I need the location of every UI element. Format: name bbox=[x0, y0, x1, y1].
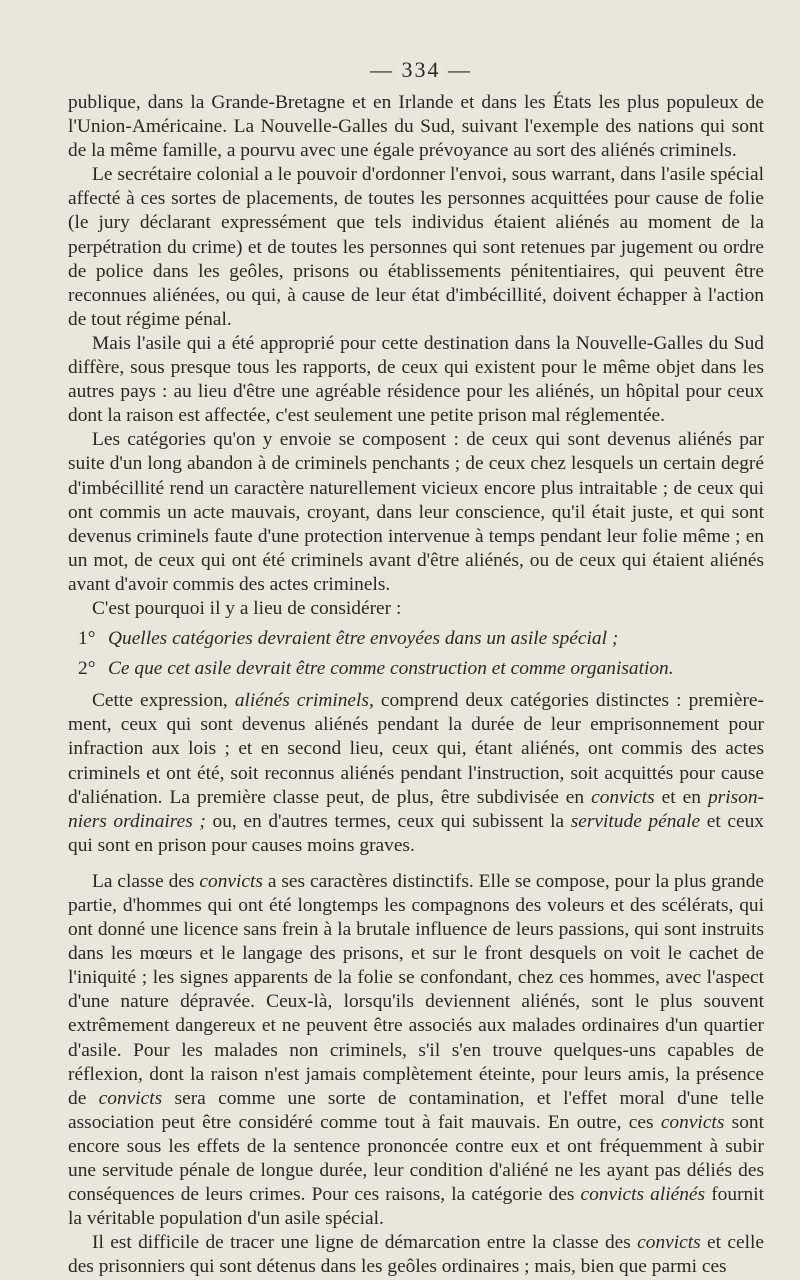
italic-text: servitude pénale bbox=[570, 810, 701, 832]
text-body bbox=[68, 91, 764, 621]
question-list bbox=[68, 627, 764, 681]
italic-text: convicts bbox=[98, 1087, 163, 1109]
paragraph bbox=[68, 597, 764, 621]
text-segment: et celle des prisonniers qui sont détenus dans les geôles ordinaires ; mais, bien que parmi ces bbox=[68, 1232, 764, 1278]
text-segment: Il est difficile de tracer une ligne de démarcation entre la classe des bbox=[92, 1232, 638, 1254]
text-segment: a ses caractères distinctifs. Elle se compose, pour la plus grande partie, d'hommes qui ont été longtemps les compagnons des voleurs et des scélérats, qui ont donné une licence sans frein à la brutale influence de leurs passions, qui sont instruits dans les mœurs et le langage des prisons, et sur le front desquels on voit le cachet de l'iniquité ; les signes apparents de la folie se confondant, chez ces hommes, avec l'aspect d'une nature dépravée. Ceux-là, lorsqu'ils deviennent aliénés, sont le plus souvent extrêmement dangereux et ne peuvent être associés aux malades ordinaires d'un quartier d'asile. Pour les malades non criminels, s'il s'en trouve quelques-uns capables de réflexion, dont la raison n'est jamais complètement éteinte, pour leurs amis, la présence de bbox=[68, 870, 764, 1109]
italic-text: convicts bbox=[199, 870, 263, 892]
text-segment: sont encore sous les effets de la sentence prononcée contre eux et ont fréquemment à subir une servitude pénale de longue durée, leur condition d'aliéné ne les ayant pas déliés des conséquences de leurs crimes. Pour ces raisons, la catégorie des bbox=[68, 1111, 764, 1206]
italic-text: aliénés criminels, bbox=[234, 690, 374, 712]
text-segment: La classe des bbox=[92, 870, 200, 892]
question-item bbox=[78, 657, 764, 681]
italic-text: convicts bbox=[591, 786, 655, 808]
italic-text: prisonniers ordinaires ; bbox=[68, 786, 764, 832]
paragraph bbox=[68, 91, 764, 163]
italic-text: convicts bbox=[637, 1232, 701, 1254]
page-number: — 334 — bbox=[370, 57, 472, 82]
text-segment: comprend deux catégories distinctes : premièrement, ceux qui sont devenus aliénés pendant la durée de leur emprisonnement pour infraction aux lois ; et en second lieu, ceux qui, étant aliénés, ont commis des actes criminels et ont été, soit reconnus aliénés pendant l'instruction, soit acquittés pour cause d'aliénation. La première classe peut, de plus, être subdivisée en bbox=[68, 690, 764, 808]
text-body-continued bbox=[68, 689, 764, 1279]
text-segment: Les catégories qu'on y envoie se composent : de ceux qui sont devenus aliénés par suite d'un long abandon à de criminels penchants ; de ceux chez lesquels un certain degré d'imbécillité rend un caractère naturellement vicieux encore plus intraitable ; de ceux qui ont commis un acte mauvais, croyant, dans leur conscience, qu'il était juste, et qui sont devenus criminels faute d'une protection intervenue à temps pendant leur folie même ; en un mot, de ceux qui ont été criminels avant d'être aliénés, ou de ceux qui étaient aliénés avant d'avoir commis des actes criminels. bbox=[68, 429, 764, 595]
paragraph bbox=[68, 163, 764, 332]
question-number: 2° bbox=[78, 658, 96, 680]
text-segment: ou, en d'autres termes, ceux qui subissent la bbox=[205, 810, 571, 832]
italic-text: convicts bbox=[660, 1111, 725, 1133]
text-segment: fournit la véritable population d'un asile spécial. bbox=[68, 1184, 764, 1230]
paragraph bbox=[68, 428, 764, 597]
question-text: Quelles catégories devraient être envoyées dans un asile spécial ; bbox=[108, 628, 619, 650]
text-segment: sera comme une sorte de contamination, et l'effet moral d'une telle association peut être considéré comme tout à fait mauvais. En outre, ces bbox=[68, 1087, 764, 1133]
text-segment: Cette expression, bbox=[92, 690, 235, 712]
text-segment: et ceux qui sont en prison pour causes moins graves. bbox=[68, 810, 765, 856]
question-number: 1° bbox=[78, 628, 96, 650]
text-segment: Mais l'asile qui a été approprié pour cette destination dans la Nouvelle-Galles du Sud diffère, sous presque tous les rapports, de ceux qui existent pour le même objet dans les autres pays : au lieu d'être une agréable résidence pour les aliénés, un hôpital pour ceux dont la raison est affectée, c'est seulement une petite prison mal réglementée. bbox=[68, 332, 764, 427]
question-text: Ce que cet asile devrait être comme construction et comme organisation. bbox=[108, 658, 674, 680]
paragraph bbox=[68, 332, 764, 428]
italic-text: convicts aliénés bbox=[580, 1184, 706, 1206]
paragraph bbox=[68, 689, 764, 858]
paragraph bbox=[68, 870, 764, 1231]
text-segment: C'est pourquoi il y a lieu de considérer : bbox=[92, 597, 402, 619]
text-segment: et en bbox=[654, 786, 708, 808]
paragraph bbox=[68, 1231, 764, 1279]
text-segment: publique, dans la Grande-Bretagne et en Irlande et dans les États les plus populeux de l'Union-Américaine. La Nouvelle-Galles du Sud, suivant l'exemple des nations qui sont de la même famille, a pourvu avec une égale prévoyance au sort des aliénés criminels. bbox=[68, 92, 764, 162]
question-item bbox=[78, 627, 764, 651]
text-segment: Le secrétaire colonial a le pouvoir d'ordonner l'envoi, sous warrant, dans l'asile spécial affecté à ces sortes de placements, de toutes les personnes acquittées pour cause de folie (le jury déclarant expressément que tels individus étaient aliénés au moment de la perpétration du crime) et de toutes les personnes qui sont retenues par jugement ou ordre de police dans les geôles, prisons ou établissements pénitentiaires, qui peuvent être reconnues aliénées, ou qui, à cause de leur état d'imbécillité, doivent échapper à l'action de tout régime pénal. bbox=[68, 164, 764, 330]
